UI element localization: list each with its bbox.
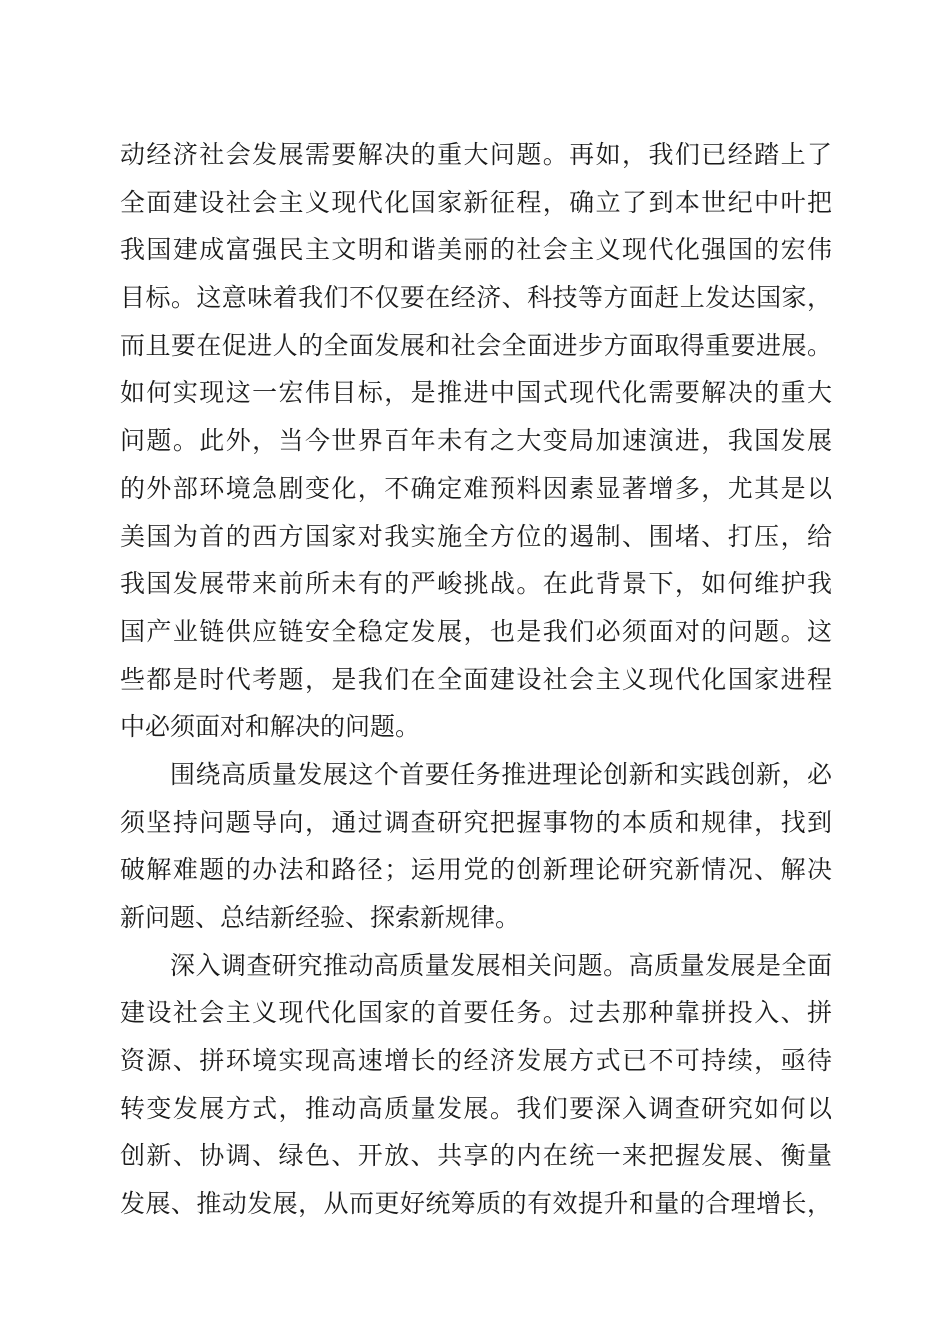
body-text bbox=[120, 131, 832, 1228]
text-line: 创新、协调、绿色、开放、共享的内在统一来把握发展、衡量 bbox=[120, 1141, 832, 1171]
text-line: 深入调查研究推动高质量发展相关问题。高质量发展是全面 bbox=[170, 950, 832, 980]
text-line: 而且要在促进人的全面发展和社会全面进步方面取得重要进展。 bbox=[120, 330, 832, 360]
text-line: 须坚持问题导向，通过调查研究把握事物的本质和规律，找到 bbox=[120, 807, 832, 837]
text-line: 建设社会主义现代化国家的首要任务。过去那种靠拼投入、拼 bbox=[120, 998, 832, 1028]
text-line: 中必须面对和解决的问题。 bbox=[120, 712, 421, 742]
text-line: 动经济社会发展需要解决的重大问题。再如，我们已经踏上了 bbox=[120, 140, 832, 169]
text-line: 美国为首的西方国家对我实施全方位的遏制、围堵、打压，给 bbox=[120, 521, 832, 551]
text-line: 目标。这意味着我们不仅要在经济、科技等方面赶上发达国家， bbox=[120, 283, 832, 313]
text-line: 的外部环境急剧变化，不确定难预料因素显著增多，尤其是以 bbox=[120, 473, 832, 503]
text-line: 我国发展带来前所未有的严峻挑战。在此背景下，如何维护我 bbox=[120, 569, 832, 599]
text-line: 新问题、总结新经验、探索新规律。 bbox=[120, 903, 521, 932]
text-line: 破解难题的办法和路径；运用党的创新理论研究新情况、解决 bbox=[120, 855, 832, 885]
text-line: 资源、拼环境实现高速增长的经济发展方式已不可持续，亟待 bbox=[120, 1046, 832, 1076]
text-line: 围绕高质量发展这个首要任务推进理论创新和实践创新，必 bbox=[170, 759, 832, 789]
text-line: 些都是时代考题，是我们在全面建设社会主义现代化国家进程 bbox=[120, 664, 832, 694]
text-line: 问题。此外，当今世界百年未有之大变局加速演进，我国发展 bbox=[120, 426, 832, 456]
text-line: 如何实现这一宏伟目标，是推进中国式现代化需要解决的重大 bbox=[120, 378, 832, 408]
text-line: 发展、推动发展，从而更好统筹质的有效提升和量的合理增长， bbox=[120, 1189, 832, 1219]
text-line: 转变发展方式，推动高质量发展。我们要深入调查研究如何以 bbox=[120, 1093, 832, 1123]
text-line: 我国建成富强民主文明和谐美丽的社会主义现代化强国的宏伟 bbox=[120, 235, 832, 265]
text-line: 国产业链供应链安全稳定发展，也是我们必须面对的问题。这 bbox=[120, 616, 832, 646]
text-line: 全面建设社会主义现代化国家新征程，确立了到本世纪中叶把 bbox=[120, 187, 832, 217]
